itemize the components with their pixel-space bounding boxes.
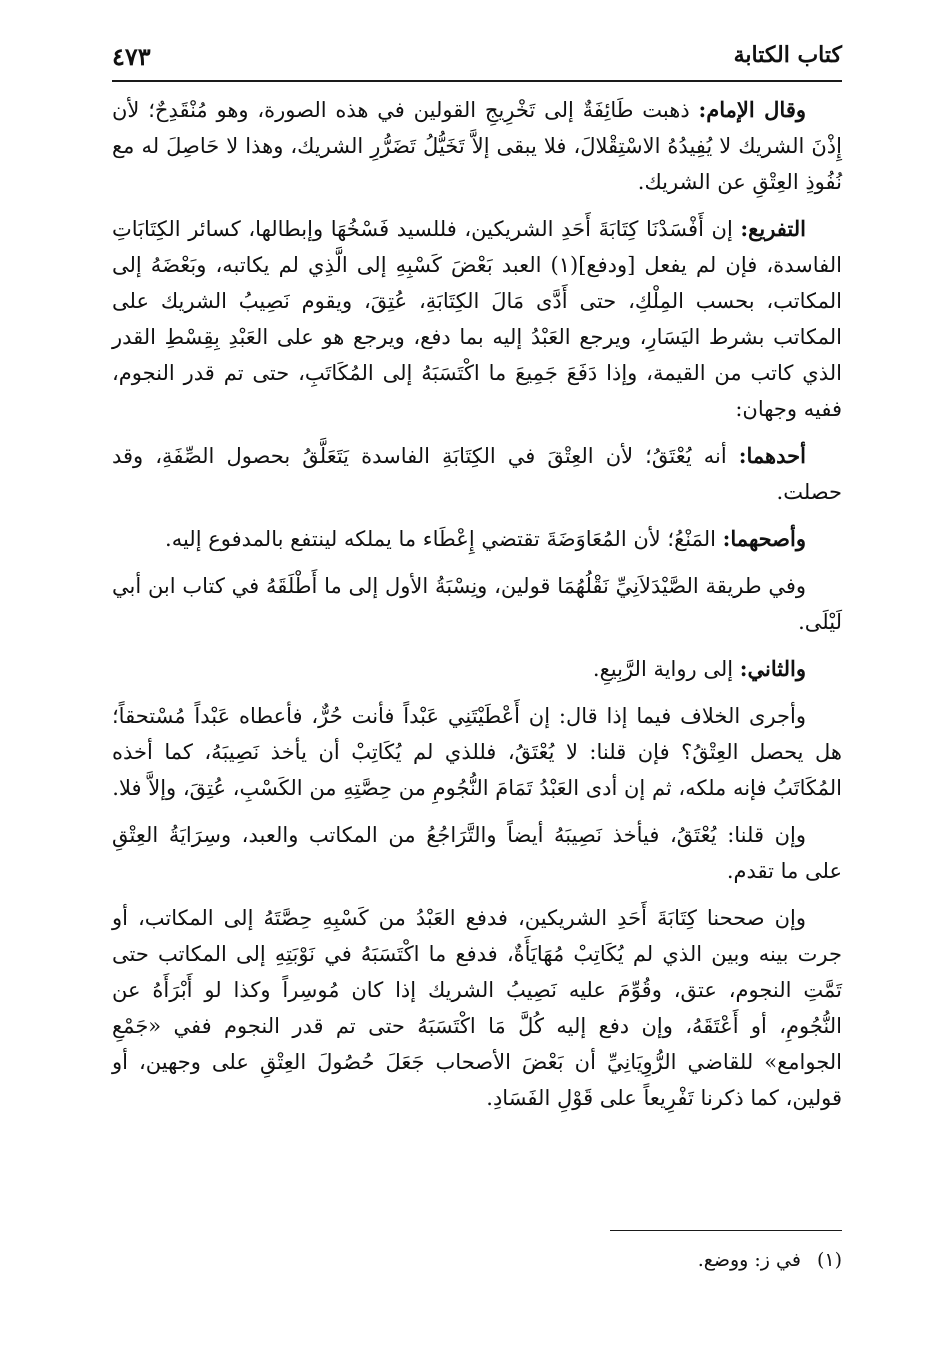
paragraph-lead: وأصحهما: xyxy=(722,526,806,551)
paragraph-sounder-view xyxy=(112,521,842,557)
main-text xyxy=(112,92,842,1127)
paragraph-text: وأجرى الخلاف فيما إذا قال: إن أَعْطَيْتَنِي عَبْداً فأنت حُرٌّ، فأعطاه عَبْداً مُسْتحقاً؛ هل يحصل العِتْقُ؟ فإن قلنا: لا يُعْتَقُ، فللذي لم يُكَاتِبْ أن يأخذ نَصِيبَهُ، كما أخذه المُكَاتَبُ فإنه ملكه، ثم إن أدى العَبْدُ تَمَامَ النُّجُومِ من حِصَّتِهِ من الكَسْبِ، عُتِقَ، وإلاَّ فلا. xyxy=(112,704,842,800)
paragraph-disagreement xyxy=(112,698,842,806)
paragraph-text: وإن صححنا كِتَابَةَ أَحَدِ الشريكين، فدفع العَبْدُ من كَسْبِهِ حِصَّتَهُ إلى المكاتب، أو جرت بينه وبين الذي لم يُكَاتِبْ مُهَايَأَةٌ، فدفع ما اكْتَسَبَهُ في نَوْبَتِهِ إلى المكاتب حتى تَمَّتِ النجوم، عتق، وقُوِّمَ عليه نَصِيبُ الشريك إذا كان مُوسِراً وكذا لو أَبْرَأَهُ عن النُّجُومِ، أو أَعْتَقَهُ، وإن دفع إليه كُلَّ مَا اكْتَسَبَهُ حتى تم قدر النجوم ففي «جَمْعِ الجوامع» للقاضي الرُّوِيَانِيِّ أن بَعْضَ الأصحاب جَعَلَ حُصُولَ العِتْقِ على وجهين، أو قولين، كما ذكرنا تَفْرِيعاً على قَوْلِ الفَسَادِ. xyxy=(112,906,842,1110)
paragraph-if-freed xyxy=(112,817,842,889)
footnote-text: في ز: ووضع. xyxy=(697,1249,801,1271)
footnote xyxy=(112,1246,842,1274)
running-header xyxy=(112,40,842,80)
paragraph-text: ذهبت طَائِفَةٌ إلى تَخْرِيجِ القولين في هذه الصورة، وهو مُنْقَدِحٌ؛ لأن إِذْنَ الشريك لا يُفِيدُهُ الاسْتِقْلالَ، فلا يبقى إلاَّ تَخَيُّلُ تَضَرُّرِ الشريك، وهذا لا حَاصِلَ له مع نُفُوذِ العِتْقِ عن الشريك. xyxy=(112,98,842,194)
paragraph-text: وإن قلنا: يُعْتَقُ، فيأخذ نَصِيبَهُ أيضاً والتَّرَاجُعُ من المكاتب والعبد، وسِرَايَةُ العِتْقِ على ما تقدم. xyxy=(112,823,842,883)
footnote-marker: (١) xyxy=(816,1249,842,1271)
paragraph-tafri xyxy=(112,211,842,427)
paragraph-lead: والثاني: xyxy=(739,656,806,681)
paragraph-lead: التفريع: xyxy=(740,216,806,241)
paragraph-saydalani xyxy=(112,568,842,640)
paragraph-second-view xyxy=(112,651,842,687)
paragraph-lead: أحدهما: xyxy=(738,443,806,468)
paragraph-text: إلى رواية الرَّبِيعِ. xyxy=(592,657,734,681)
paragraph-text: وفي طريقة الصَّيْدَلاَنِيِّ نَقْلُهُمَا قولين، ونِسْبَةُ الأول إلى ما أَطْلَقَهُ في كتاب ابن أبي لَيْلَى. xyxy=(112,574,842,634)
paragraph-valid-contract xyxy=(112,900,842,1116)
paragraph-text: أنه يُعْتَقُ؛ لأن العِتْقَ في الكِتَابَةِ الفاسدة يَتَعَلَّقُ بحصول الصِّفَةِ، وقد حصلت. xyxy=(112,444,842,504)
header-divider xyxy=(112,80,842,82)
chapter-title: كتاب الكتابة xyxy=(733,42,842,68)
footnote-divider xyxy=(610,1230,842,1231)
paragraph-lead: وقال الإمام: xyxy=(698,97,806,122)
page-number: ٤٧٣ xyxy=(112,42,151,71)
paragraph-text: المَنْعُ؛ لأن المُعَاوَضَةَ تقتضي إِعْطَاء ما يملكه لينتفع بالمدفوع إليه. xyxy=(165,527,716,551)
paragraph-imam xyxy=(112,92,842,200)
paragraph-first-view xyxy=(112,438,842,510)
paragraph-text: إن أَفْسَدْنَا كِتَابَةَ أَحَدِ الشريكين، فللسيد فَسْخُهَا وإبطالها، كسائر الكِتَابَاتِ الفاسدة، فإن لم يفعل [ودفع](١) العبد بَعْضَ كَسْبِهِ إلى الَّذِي لم يكاتبه، وبَعْضَهُ إلى المكاتب، بحسب المِلْكِ، حتى أَدَّى مَالَ الكِتَابَةِ، عُتِقَ، ويقوم نَصِيبُ الشريك على المكاتب بشرط اليَسَارِ، ويرجع العَبْدُ إليه بما دفع، ويرجع هو على العَبْدِ بِقِسْطِ القدر الذي كاتب من القيمة، وإذا دَفَعَ جَمِيعَ ما اكْتَسَبَهُ إلى المُكَاتَبِ، حتى تم قدر النجوم، ففيه وجهان: xyxy=(112,217,842,421)
